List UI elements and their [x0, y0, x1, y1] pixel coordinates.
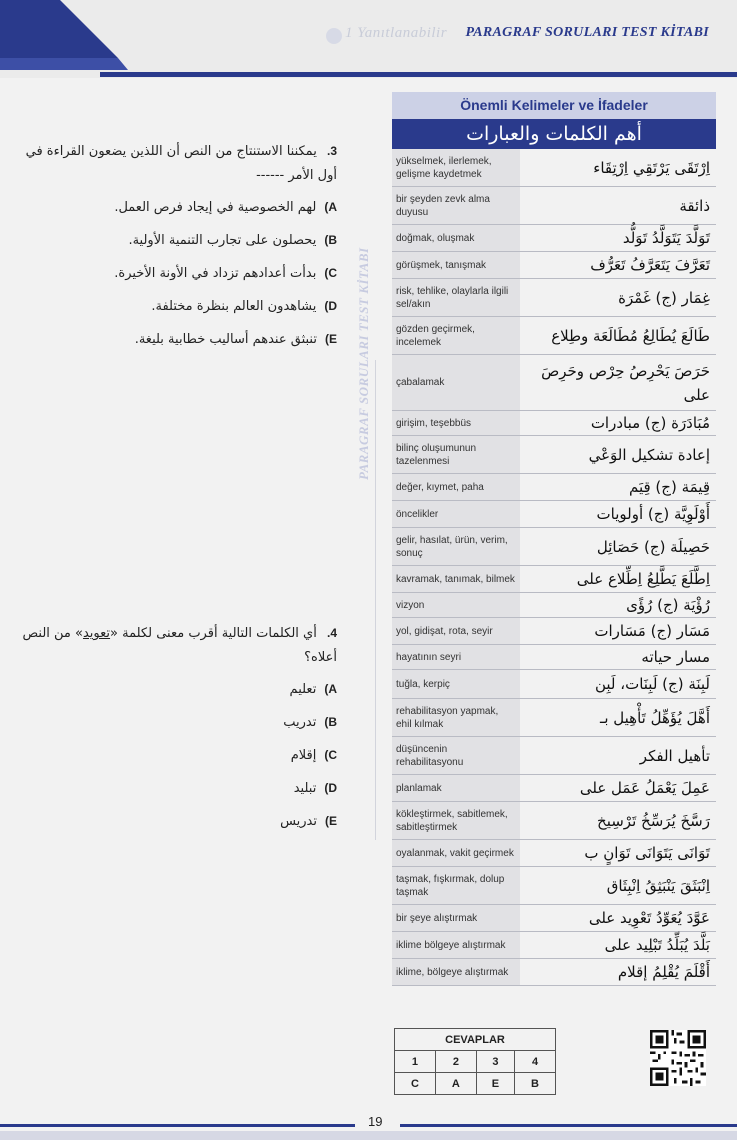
- answer-number: 1: [395, 1051, 436, 1073]
- answer-letter: B: [515, 1073, 556, 1095]
- vocab-row: değer, kıymet, paha قِيمَة (ج) قِيَم: [392, 474, 716, 501]
- question-3: [17, 140, 337, 359]
- option-c[interactable]: C)بدأت أعدادهم تزداد في الأونة الأخيرة.: [114, 266, 337, 281]
- footer-band: [0, 1131, 737, 1140]
- header-bar: [100, 72, 737, 77]
- answer-number: 2: [435, 1051, 476, 1073]
- question-keyword: تعويد: [82, 626, 111, 641]
- page-header: [0, 0, 737, 78]
- option-e[interactable]: E)تنبثق عندهم أساليب خطابية بليغة.: [134, 332, 337, 347]
- option-c[interactable]: C)إقلام: [290, 748, 337, 763]
- vocab-row: bir şeyden zevk alma duyusu ذائقة: [392, 187, 716, 225]
- spine-text: PARAGRAF SORULARI TEST KİTABI: [356, 247, 371, 480]
- header-title: PARAGRAF SORULARI TEST KİTABI: [465, 25, 709, 40]
- vocab-row: öncelikler أَوْلَوِيَّة (ج) أولويات: [392, 501, 716, 528]
- vocab-row: rehabilitasyon yapmak, ehil kılmak أَهَّلَ يُؤَهِّلُ تَأْهِيل بـ: [392, 699, 716, 737]
- answer-letter: C: [395, 1073, 436, 1095]
- answer-letter: E: [476, 1073, 514, 1095]
- vocab-row: gelir, hasılat, ürün, verim, sonuç حَصِيلَة (ج) حَصَائِل: [392, 528, 716, 566]
- option-e[interactable]: E)تدريس: [280, 814, 337, 829]
- vocab-row: doğmak, oluşmak تَوَلَّدَ يَتَوَلَّدُ تَوَلُّد: [392, 225, 716, 252]
- answers-title: CEVAPLAR: [395, 1029, 556, 1051]
- qr-code-icon: [650, 1030, 706, 1086]
- vocab-row: girişim, teşebbüs مُبَادَرَة (ج) مبادرات: [392, 411, 716, 436]
- answer-number: 4: [515, 1051, 556, 1073]
- vocab-row: yol, gidişat, rota, seyir مَسَار (ج) مَسَارات: [392, 618, 716, 645]
- question-text: يمكننا الاستنتاج من النص أن اللذين يضعون القراءة في أول الأمر ------: [25, 144, 337, 183]
- answer-letter: A: [435, 1073, 476, 1095]
- question-text-before: أي الكلمات التالية أقرب معنى لكلمة «: [110, 626, 317, 641]
- vocab-row: iklime, bölgeye alıştırmak أَقْلَمَ يُقْلِمُ إقلام: [392, 959, 716, 986]
- vocab-title-ar: أهم الكلمات والعبارات: [392, 119, 716, 149]
- vocab-row: gözden geçirmek, incelemek طَالَعَ يُطَالِعُ مُطَالَعَة وطِلاع: [392, 317, 716, 355]
- vocabulary-table: [392, 92, 716, 986]
- vocab-row: çabalamak حَرَصَ يَحْرِصُ حِرْص وحَرِصَ على: [392, 355, 716, 411]
- vocab-row: düşüncenin rehabilitasyonu تأهيل الفكر: [392, 737, 716, 775]
- vocab-row: oyalanmak, vakit geçirmek تَوَانَى يَتَوَانَى تَوَانٍ ب: [392, 840, 716, 867]
- vocab-row: tuğla, kerpiç لَبِنَة (ج) لَبِنَات، لَبِن: [392, 670, 716, 699]
- footer-line-left: [0, 1124, 355, 1127]
- vocab-row: hayatının seyri مسار حياته: [392, 645, 716, 670]
- option-b[interactable]: B)تدريب: [283, 715, 337, 730]
- vocab-row: iklime bölgeye alıştırmak بَلَّدَ يُبَلِّدُ تَبْلِيد على: [392, 932, 716, 959]
- vocab-row: bir şeye alıştırmak عَوَّدَ يُعَوِّدُ تَعْوِيد على: [392, 905, 716, 932]
- header-ghost-text: 1 Yanıtlanabilir: [345, 25, 448, 41]
- vocab-row: kökleştirmek, sabitlemek, sabitleştirmek رَسَّخَ يُرَسِّخُ تَرْسِيخ: [392, 802, 716, 840]
- question-3-stem: [17, 140, 337, 188]
- option-b[interactable]: B)يحصلون على تجارب التنمية الأولية.: [128, 233, 337, 248]
- question-number: 4.: [326, 626, 337, 640]
- answer-number: 3: [476, 1051, 514, 1073]
- vocab-row: risk, tehlike, olaylarla ilgili sel/akın غِمَار (ج) غَمْرَة: [392, 279, 716, 317]
- question-3-options: [17, 194, 337, 359]
- page-number: 19: [368, 1114, 383, 1129]
- vocab-row: planlamak عَمِلَ يَعْمَلُ عَمَل على: [392, 775, 716, 802]
- vocab-title-tr: Önemli Kelimeler ve İfadeler: [392, 92, 716, 119]
- question-number: 3.: [326, 144, 337, 158]
- option-d[interactable]: D)تبليد: [293, 781, 337, 796]
- vocab-row: kavramak, tanımak, bilmek اِطَّلَعَ يَطَّلِعُ اِطِّلاع على: [392, 566, 716, 593]
- option-a[interactable]: A)لهم الخصوصية في إيجاد فرص العمل.: [114, 200, 337, 215]
- question-text-after: » من النص أعلاه؟: [22, 626, 337, 665]
- question-4-options: [17, 676, 337, 841]
- option-d[interactable]: D)يشاهدون العالم بنظرة مختلفة.: [151, 299, 337, 314]
- vocab-row: görüşmek, tanışmak تَعَرَّفَ يَتَعَرَّفُ تَعَرُّف: [392, 252, 716, 279]
- option-a[interactable]: A)تعليم: [289, 682, 337, 697]
- vocab-row: vizyon رُؤْيَة (ج) رُؤًى: [392, 593, 716, 618]
- vocab-rows: [392, 149, 716, 986]
- answers-table: [394, 1028, 556, 1095]
- footer-line-right: [400, 1124, 737, 1127]
- vocab-row: yükselmek, ilerlemek, gelişme kaydetmek اِرْتَقَى يَرْتَقِي اِرْتِقَاء: [392, 149, 716, 187]
- column-divider: [375, 360, 376, 840]
- question-4-stem: [17, 622, 337, 670]
- vocab-row: bilinç oluşumunun tazelenmesi إعادة تشكيل الوَعْي: [392, 436, 716, 474]
- vocab-row: taşmak, fışkırmak, dolup taşmak اِنْبَثَقَ يَنْبَثِقُ اِنْبِثَاق: [392, 867, 716, 905]
- question-4: [17, 622, 337, 841]
